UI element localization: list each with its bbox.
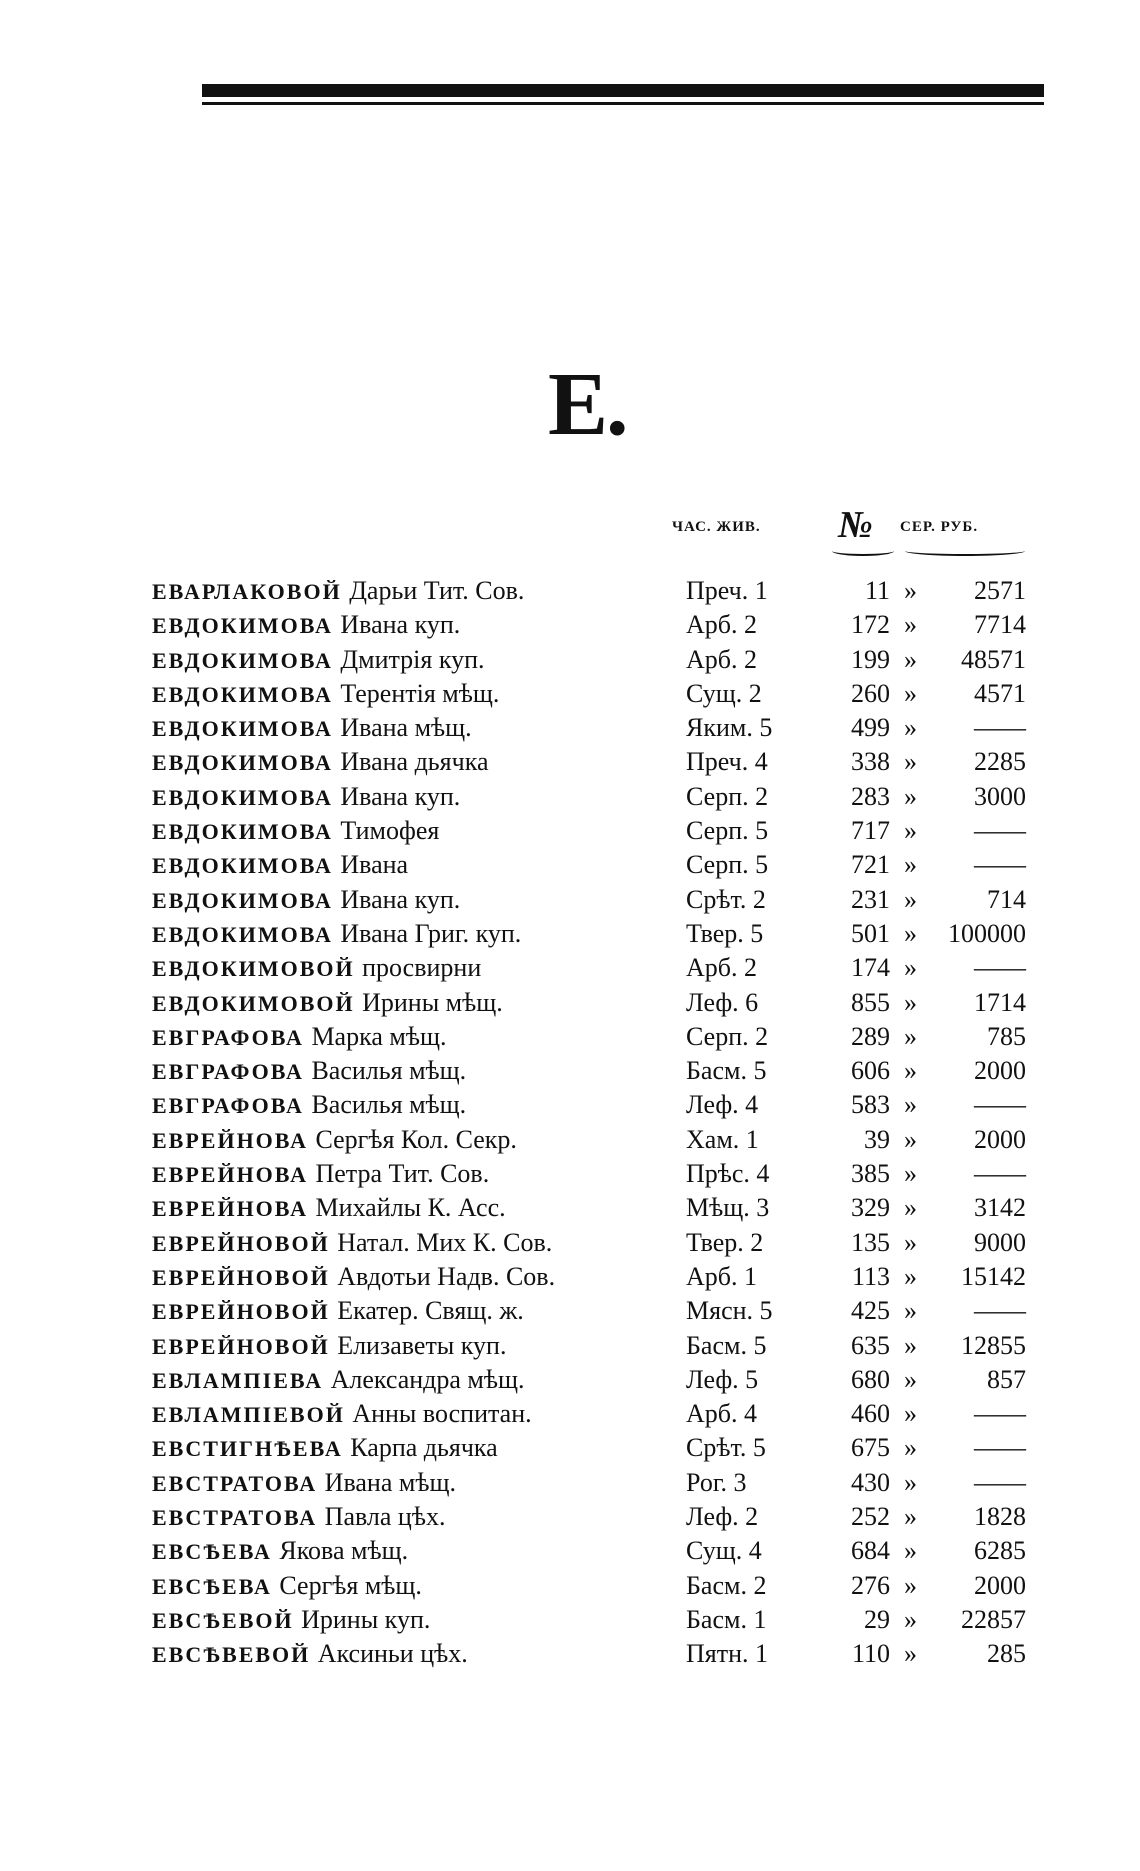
entry-surname: ЕВГРАФОВА [152,1024,304,1050]
entry-number: 29 [864,1604,890,1634]
entry-ditto-mark: » [904,1193,917,1223]
entry-given-name: Михайлы К. Асс. [315,1193,506,1223]
list-item [0,1123,1140,1157]
entry-ditto-mark: » [904,576,917,605]
entry-given-name: Тимофея [340,816,440,846]
section-letter: Е. [548,355,627,454]
entry-surname: ЕВСѢЕВОЙ [152,1607,294,1633]
entry-surname: ЕВСѢЕВА [152,1539,272,1565]
entry-part: Арб. 4 [686,1399,758,1429]
entry-part: Сущ. 2 [686,678,762,708]
list-item [0,1466,1140,1500]
entry-surname: ЕВРЕЙНОВОЙ [152,1230,330,1256]
entry-part: Хам. 1 [686,1124,759,1154]
entry-part: Леф. 4 [686,1090,759,1120]
list-item [0,1637,1140,1671]
entry-given-name: Ивана дьячка [340,747,489,777]
entry-ditto-mark: » [904,678,917,708]
entry-part: Арб. 1 [686,1261,758,1291]
entry-surname: ЕВЛАМПІЕВОЙ [152,1402,345,1428]
entry-ditto-mark: » [904,1467,917,1497]
entry-number: 385 [851,1159,890,1189]
entry-name [152,1603,430,1638]
entry-ditto-mark: » [904,884,917,914]
entry-name [152,745,488,780]
entry-surname: ЕВДОКИМОВА [152,921,333,947]
entry-name [152,1191,506,1226]
entry-given-name: Сергѣя мѣщ. [279,1570,422,1600]
entry-given-name: Натал. Мих К. Сов. [337,1227,553,1257]
entry-part: Серп. 5 [686,850,769,880]
entry-ditto-mark: » [904,953,917,983]
entry-number: 39 [864,1124,890,1154]
entry-sum: 285 [987,1639,1026,1669]
entry-sum: 1714 [974,987,1026,1017]
entry-part: Арб. 2 [686,610,758,640]
entry-number: 329 [851,1193,890,1223]
entry-ditto-mark: » [904,1227,917,1257]
entry-given-name: Карпа дьячка [350,1433,498,1463]
entry-given-name: Ивана куп. [340,884,461,914]
entry-number: 289 [851,1021,890,1051]
list-item [0,883,1140,917]
entry-sum: 48571 [961,644,1026,674]
entry-sum: —— [974,1090,1026,1120]
entry-number: 276 [851,1570,890,1600]
list-item [0,780,1140,814]
entry-name [152,1637,468,1672]
list-item [0,745,1140,779]
list-item [0,1157,1140,1191]
entry-ditto-mark: » [904,1021,917,1051]
entry-number: 174 [851,953,890,983]
entry-surname: ЕВДОКИМОВА [152,647,333,673]
entry-given-name: Анны воспитан. [352,1399,532,1429]
entry-part: Арб. 2 [686,644,758,674]
entry-name [152,1363,525,1398]
entry-given-name: Василья мѣщ. [311,1056,467,1086]
entry-number: 717 [851,816,890,846]
entry-name [152,1054,466,1089]
entry-surname: ЕВДОКИМОВА [152,887,333,913]
entry-surname: ЕВГРАФОВА [152,1059,304,1085]
entry-surname: ЕВДОКИМОВА [152,750,333,776]
entry-number: 635 [851,1330,890,1360]
entry-name [152,1294,524,1329]
entry-given-name: Дмитрія куп. [340,644,485,674]
list-item [0,1534,1140,1568]
entry-surname: ЕВРЕЙНОВОЙ [152,1333,330,1359]
entry-number: 135 [851,1227,890,1257]
entry-ditto-mark: » [904,1056,917,1086]
entry-sum: —— [974,1296,1026,1326]
entry-name [152,951,481,986]
entry-name [152,1569,422,1604]
entry-part: Басм. 2 [686,1570,767,1600]
entry-part: Басм. 5 [686,1330,767,1360]
entry-part: Арб. 2 [686,953,758,983]
entry-ditto-mark: » [904,918,917,948]
entry-number: 460 [851,1399,890,1429]
entry-surname: ЕВРЕЙНОВА [152,1127,308,1153]
entry-ditto-mark: » [904,1433,917,1463]
entry-name [152,574,524,609]
entry-name [152,1397,532,1432]
entry-surname: ЕВСѢВЕВОЙ [152,1642,311,1668]
entry-surname: ЕВСТРАТОВА [152,1470,318,1496]
list-item [0,917,1140,951]
entry-ditto-mark: » [904,1639,917,1669]
entry-part: Леф. 5 [686,1364,759,1394]
entry-number: 260 [851,678,890,708]
list-item [0,1294,1140,1328]
entry-part: Преч. 1 [686,576,768,605]
entry-surname: ЕВРЕЙНОВОЙ [152,1264,330,1290]
entry-sum: 2000 [974,1570,1026,1600]
entry-sum: —— [974,1159,1026,1189]
entry-part: Твер. 5 [686,918,764,948]
entry-number: 283 [851,781,890,811]
entry-number: 721 [851,850,890,880]
entry-given-name: Ивана мѣщ. [324,1467,456,1497]
entry-sum: 2285 [974,747,1026,777]
entry-name [152,883,460,918]
entry-given-name: Марка мѣщ. [311,1021,447,1051]
entry-sum: 2000 [974,1124,1026,1154]
entry-surname: ЕВРЕЙНОВА [152,1196,308,1222]
entry-name [152,608,460,643]
entry-name [152,1020,446,1055]
entry-given-name: Екатер. Свящ. ж. [337,1296,524,1326]
entry-ditto-mark: » [904,1330,917,1360]
entry-sum: 7714 [974,610,1026,640]
header-rule-thin [202,102,1044,105]
entry-number: 430 [851,1467,890,1497]
entry-name [152,780,460,815]
entry-ditto-mark: » [904,1296,917,1326]
entry-part: Рог. 3 [686,1467,747,1497]
entry-given-name: Ирины куп. [301,1604,431,1634]
entry-given-name: Елизаветы куп. [337,1330,507,1360]
entry-number: 680 [851,1364,890,1394]
entry-part: Серп. 5 [686,816,769,846]
entry-sum: 15142 [961,1261,1026,1291]
entry-number: 11 [864,576,890,605]
entry-given-name: Ивана мѣщ. [340,713,472,743]
entry-part: Серп. 2 [686,1021,769,1051]
list-item [0,1569,1140,1603]
entry-name [152,1329,506,1364]
entry-sum: 714 [987,884,1026,914]
entry-part: Прѣс. 4 [686,1159,770,1189]
entry-sum: 22857 [961,1604,1026,1634]
header-brace-number [832,546,894,556]
header-brace-sum [905,546,1025,556]
entry-given-name: Василья мѣщ. [311,1090,467,1120]
entry-name [152,814,439,849]
entry-name [152,917,521,952]
entry-given-name: Александра мѣщ. [330,1364,525,1394]
entry-name [152,1534,408,1569]
entry-given-name: Ирины мѣщ. [362,987,503,1017]
list-item [0,1054,1140,1088]
entry-number: 172 [851,610,890,640]
list-item [0,643,1140,677]
entry-sum: 12855 [961,1330,1026,1360]
list-item [0,1603,1140,1637]
entry-surname: ЕВДОКИМОВА [152,853,333,879]
entry-sum: —— [974,1467,1026,1497]
entry-given-name: Ивана Григ. куп. [340,918,522,948]
entry-number: 199 [851,644,890,674]
entry-number: 855 [851,987,890,1017]
entry-part: Срѣт. 2 [686,884,766,914]
entry-surname: ЕВСТИГНѢЕВА [152,1436,343,1462]
entry-ditto-mark: » [904,1364,917,1394]
entry-part: Мясн. 5 [686,1296,773,1326]
entry-surname: ЕВДОКИМОВА [152,681,333,707]
entry-name [152,848,408,883]
entry-surname: ЕВРЕЙНОВОЙ [152,1299,330,1325]
list-item [0,1088,1140,1122]
entry-number: 338 [851,747,890,777]
entry-part: Басм. 5 [686,1056,767,1086]
entry-sum: —— [974,850,1026,880]
entry-sum: 1828 [974,1502,1026,1532]
entry-given-name: Павла цѣх. [324,1502,446,1532]
entry-surname: ЕВГРАФОВА [152,1093,304,1119]
entry-number: 675 [851,1433,890,1463]
entry-given-name: Дарьи Тит. Сов. [349,576,525,605]
entry-given-name: Ивана [340,850,409,880]
entry-part: Мѣщ. 3 [686,1193,770,1223]
column-header-part: ЧАС. ЖИВ. [672,519,761,535]
entry-sum: 857 [987,1364,1026,1394]
column-header-sum: СЕР. РУБ. [900,519,979,535]
entry-surname: ЕВРЕЙНОВА [152,1162,308,1188]
list-item [0,1363,1140,1397]
entry-surname: ЕВДОКИМОВА [152,716,333,742]
entry-number: 606 [851,1056,890,1086]
entry-name [152,677,499,712]
entry-part: Срѣт. 5 [686,1433,766,1463]
entry-part: Яким. 5 [686,713,773,743]
entry-name [152,1123,517,1158]
list-item [0,1226,1140,1260]
entry-part: Леф. 6 [686,987,759,1017]
entry-list [0,574,1140,1672]
entry-surname: ЕВСѢЕВА [152,1573,272,1599]
entry-part: Басм. 1 [686,1604,767,1634]
entry-ditto-mark: » [904,781,917,811]
entry-ditto-mark: » [904,1159,917,1189]
entry-part: Твер. 2 [686,1227,764,1257]
list-item [0,1329,1140,1363]
entry-name [152,1500,445,1535]
list-item [0,711,1140,745]
entry-number: 583 [851,1090,890,1120]
entry-name [152,1157,489,1192]
entry-sum: 6285 [974,1536,1026,1566]
list-item [0,1260,1140,1294]
entry-sum: —— [974,713,1026,743]
list-item [0,951,1140,985]
entry-part: Сущ. 4 [686,1536,762,1566]
entry-number: 684 [851,1536,890,1566]
entry-number: 501 [851,918,890,948]
entry-given-name: Терентія мѣщ. [340,678,500,708]
entry-name [152,986,503,1021]
entry-given-name: Ивана куп. [340,610,461,640]
list-item [0,1431,1140,1465]
entry-ditto-mark: » [904,747,917,777]
entry-ditto-mark: » [904,610,917,640]
entry-number: 252 [851,1502,890,1532]
entry-ditto-mark: » [904,1399,917,1429]
entry-ditto-mark: » [904,1261,917,1291]
entry-ditto-mark: » [904,1536,917,1566]
entry-number: 113 [851,1261,890,1291]
entry-ditto-mark: » [904,644,917,674]
entry-number: 231 [851,884,890,914]
list-item [0,1397,1140,1431]
entry-given-name: просвирни [362,953,482,983]
entry-name [152,1226,552,1261]
entry-name [152,1260,555,1295]
entry-sum: —— [974,816,1026,846]
entry-name [152,643,485,678]
entry-sum: 2571 [974,576,1026,605]
entry-name [152,1431,498,1466]
entry-name [152,1088,466,1123]
entry-given-name: Авдотьи Надв. Сов. [337,1261,556,1291]
entry-sum: —— [974,1433,1026,1463]
entry-surname: ЕВДОКИМОВОЙ [152,990,355,1016]
entry-sum: 4571 [974,678,1026,708]
entry-name [152,1466,456,1501]
list-item [0,574,1140,608]
entry-sum: 785 [987,1021,1026,1051]
list-item [0,848,1140,882]
entry-sum: 3142 [974,1193,1026,1223]
entry-part: Серп. 2 [686,781,769,811]
entry-number: 499 [851,713,890,743]
entry-surname: ЕВАРЛАКОВОЙ [152,579,342,604]
entry-surname: ЕВДОКИМОВА [152,819,333,845]
entry-part: Леф. 2 [686,1502,759,1532]
entry-name [152,711,472,746]
entry-ditto-mark: » [904,850,917,880]
entry-part: Пятн. 1 [686,1639,769,1669]
entry-surname: ЕВСТРАТОВА [152,1505,318,1531]
entry-given-name: Ивана куп. [340,781,461,811]
entry-surname: ЕВЛАМПІЕВА [152,1367,324,1393]
entry-ditto-mark: » [904,1090,917,1120]
entry-ditto-mark: » [904,713,917,743]
list-item [0,1020,1140,1054]
entry-surname: ЕВДОКИМОВА [152,613,333,639]
entry-ditto-mark: » [904,1124,917,1154]
list-item [0,814,1140,848]
column-header-number: № [838,504,873,546]
entry-number: 425 [851,1296,890,1326]
entry-given-name: Якова мѣщ. [279,1536,409,1566]
list-item [0,677,1140,711]
entry-ditto-mark: » [904,1604,917,1634]
entry-sum: —— [974,953,1026,983]
entry-given-name: Сергѣя Кол. Секр. [315,1124,517,1154]
entry-ditto-mark: » [904,816,917,846]
list-item [0,608,1140,642]
entry-number: 110 [851,1639,890,1669]
list-item [0,986,1140,1020]
list-item [0,1500,1140,1534]
entry-ditto-mark: » [904,1502,917,1532]
entry-surname: ЕВДОКИМОВОЙ [152,956,355,982]
entry-surname: ЕВДОКИМОВА [152,784,333,810]
entry-sum: 3000 [974,781,1026,811]
entry-sum: 2000 [974,1056,1026,1086]
entry-ditto-mark: » [904,987,917,1017]
entry-sum: 9000 [974,1227,1026,1257]
header-rule-thick [202,84,1044,97]
entry-given-name: Петра Тит. Сов. [315,1159,490,1189]
entry-given-name: Аксиньи цѣх. [317,1639,468,1669]
entry-part: Преч. 4 [686,747,768,777]
entry-ditto-mark: » [904,1570,917,1600]
entry-sum: 100000 [948,918,1026,948]
entry-sum: —— [974,1399,1026,1429]
list-item [0,1191,1140,1225]
